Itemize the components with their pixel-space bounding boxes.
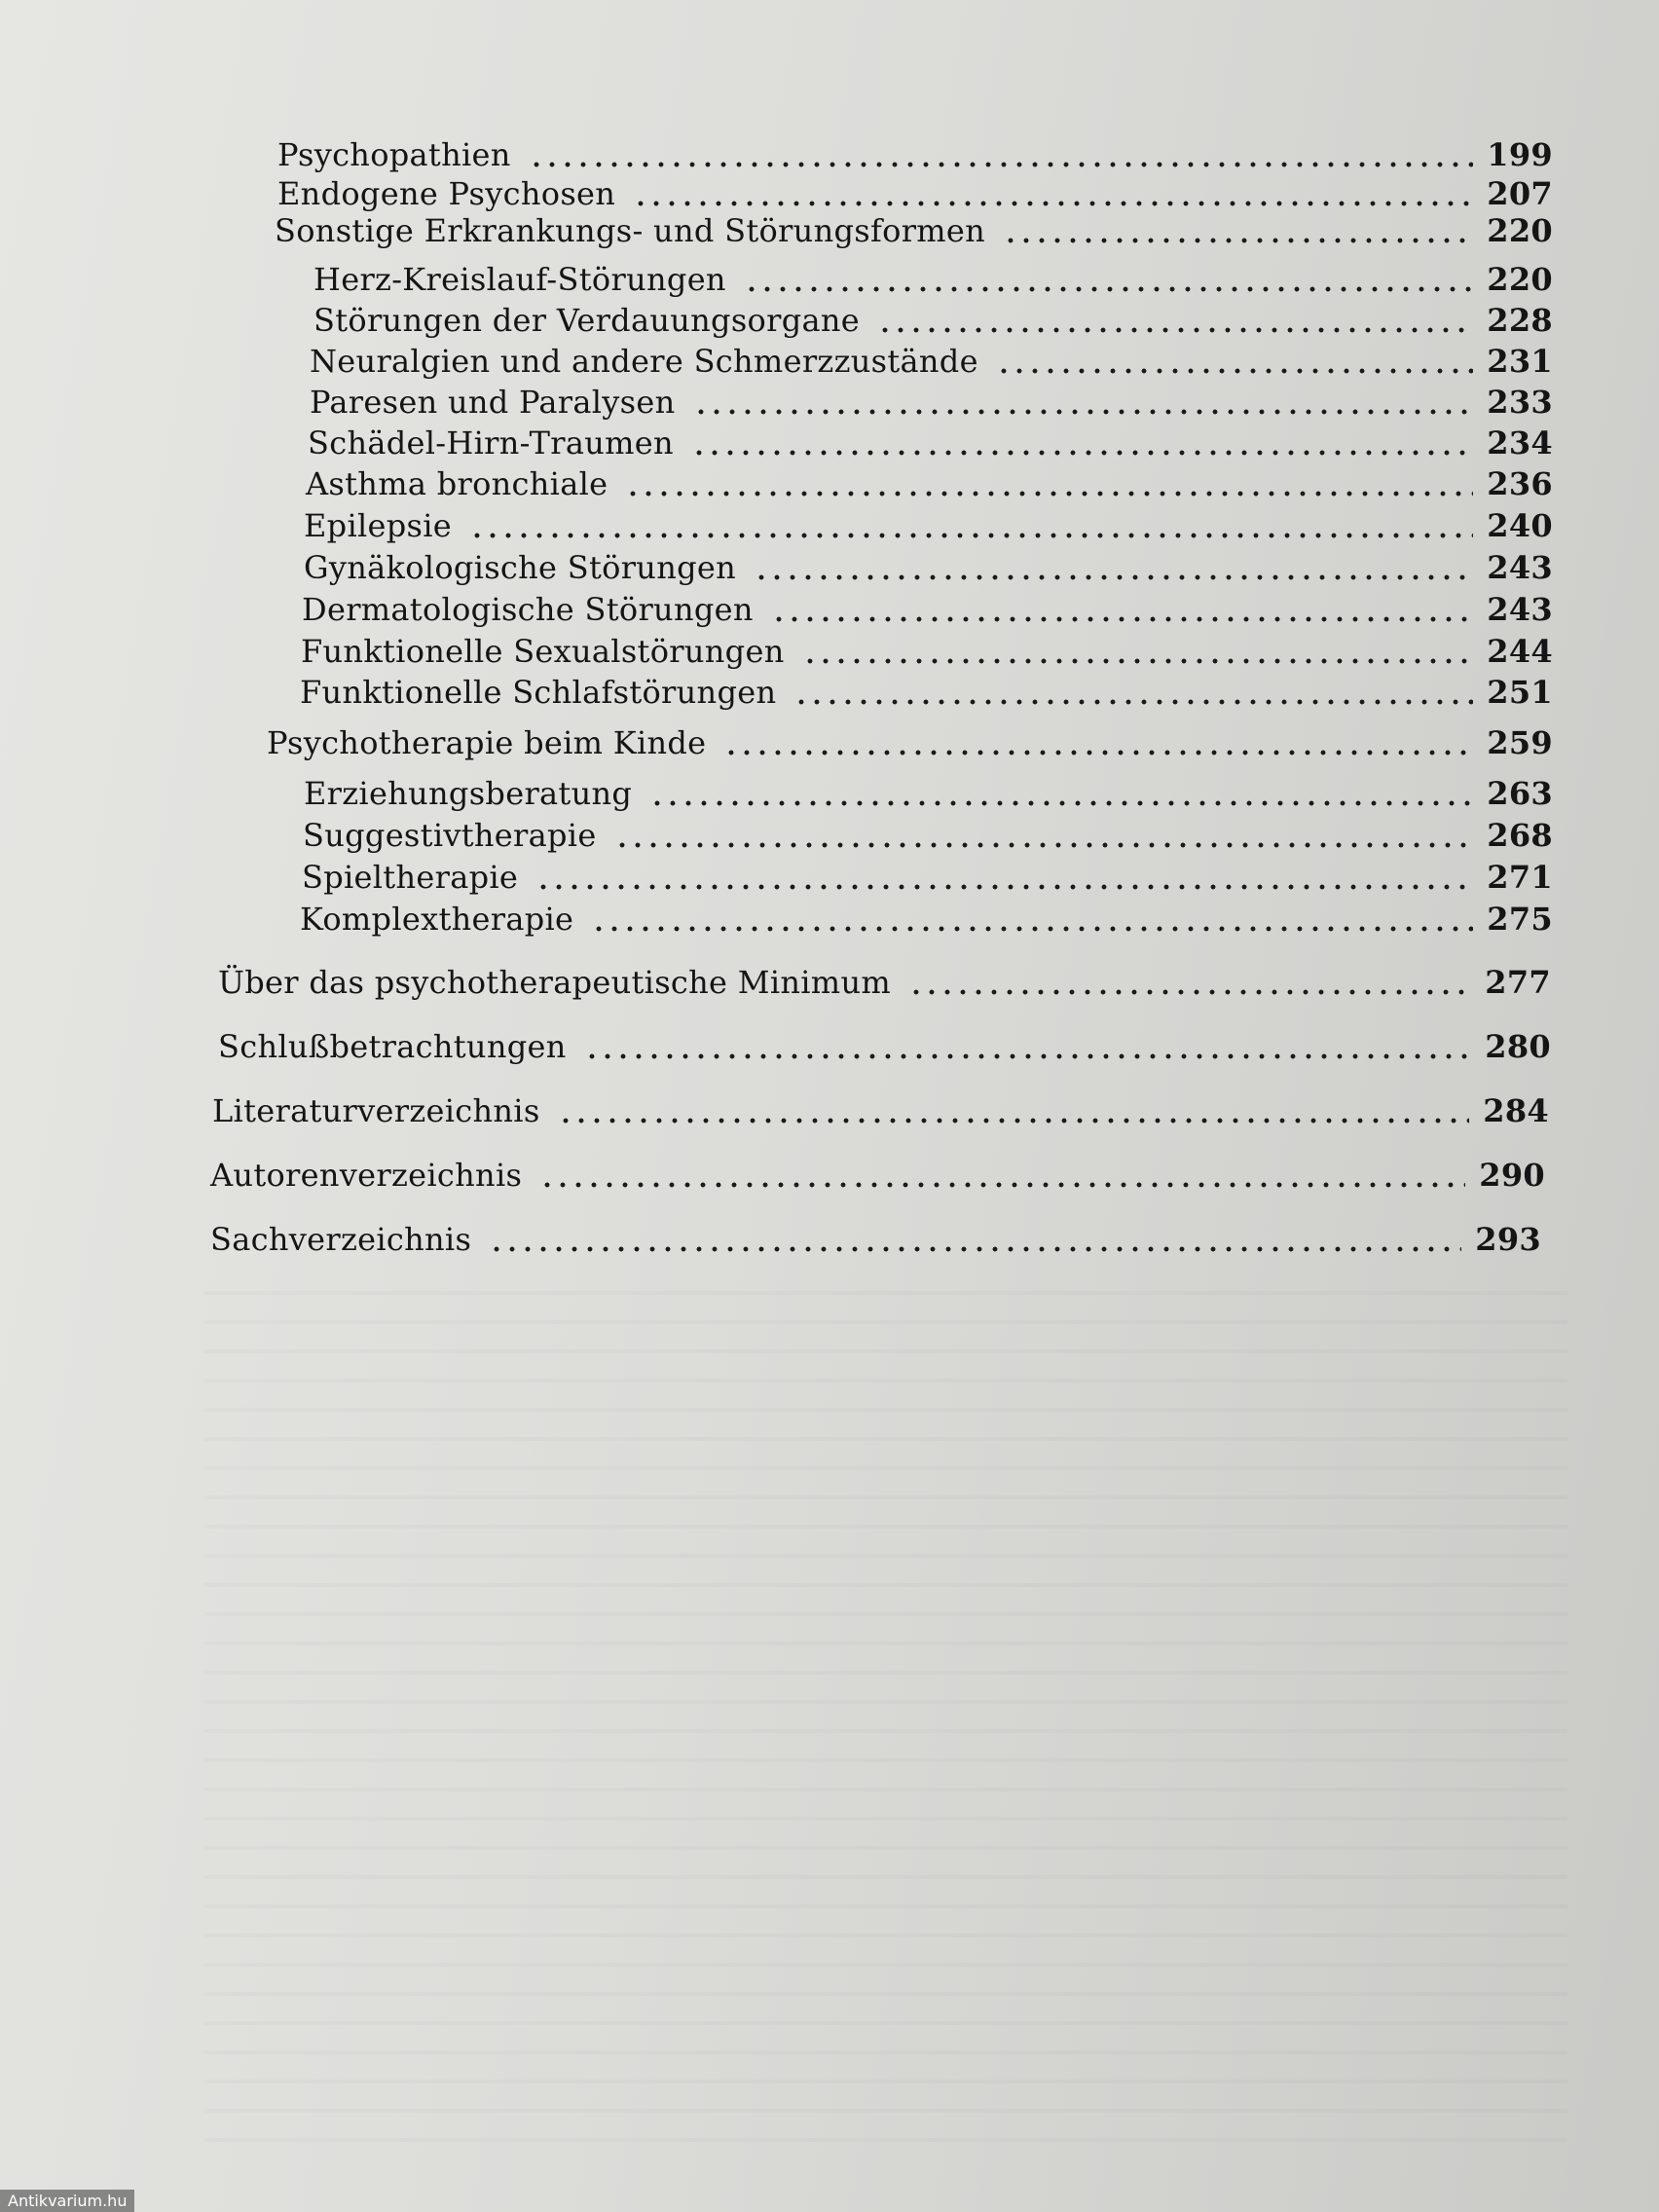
- dot-leader: [535, 884, 1473, 890]
- toc-entry-page: 233: [1487, 384, 1553, 421]
- dot-leader: [539, 1182, 1465, 1188]
- dot-leader: [649, 800, 1473, 806]
- toc-entry: [301, 633, 1553, 670]
- toc-entry-page: 228: [1487, 302, 1553, 339]
- toc-entry-title: Epilepsie: [304, 507, 453, 544]
- toc-entry: [310, 384, 1553, 421]
- toc-entry-title: Komplextherapie: [300, 901, 574, 938]
- toc-entry-title: Spieltherapie: [302, 859, 519, 896]
- toc-entry-title: Dermatologische Störungen: [302, 591, 754, 628]
- toc-entry-title: Sachverzeichnis: [210, 1221, 472, 1258]
- toc-entry-title: Neuralgien und andere Schmerzzustände: [310, 343, 978, 380]
- toc-entry-page: 231: [1487, 343, 1553, 380]
- toc-entry: [303, 817, 1553, 854]
- dot-leader: [1003, 238, 1473, 243]
- watermark: Antikvarium.hu: [0, 2190, 134, 2212]
- toc-entry-page: 220: [1487, 261, 1553, 298]
- toc-entry-page: 234: [1487, 424, 1553, 461]
- toc-entry-title: Psychopathien: [277, 136, 511, 173]
- toc-entry: [218, 964, 1551, 1001]
- dot-leader: [802, 658, 1474, 664]
- toc-entry-title: Literaturverzeichnis: [212, 1092, 540, 1129]
- toc-entry-title: Störungen der Verdauungsorgane: [313, 302, 861, 339]
- toc-entry-page: 243: [1487, 591, 1553, 628]
- toc-entry-page: 259: [1487, 724, 1553, 761]
- dot-leader: [489, 1246, 1461, 1252]
- dot-leader: [691, 450, 1473, 456]
- toc-entry-page: 293: [1475, 1221, 1541, 1258]
- toc-entry: [313, 302, 1553, 339]
- toc-entry-page: 243: [1487, 549, 1553, 586]
- toc-entry: [304, 549, 1553, 586]
- toc-entry: [218, 1028, 1551, 1065]
- dot-leader: [723, 750, 1473, 756]
- toc-entry-page: 268: [1487, 817, 1553, 854]
- toc-entry-title: Erziehungsberatung: [304, 775, 633, 812]
- toc-entry: [306, 465, 1553, 502]
- toc-entry: [275, 212, 1553, 249]
- toc-entry: [302, 859, 1553, 896]
- toc-entry-title: Psychotherapie beim Kinde: [267, 724, 707, 761]
- dot-leader: [625, 491, 1473, 497]
- dot-leader: [793, 699, 1473, 705]
- dot-leader: [877, 327, 1473, 333]
- dot-leader: [614, 842, 1474, 848]
- toc-entry-page: 263: [1487, 775, 1553, 812]
- toc-entry-page: 236: [1487, 465, 1553, 502]
- dot-leader: [633, 201, 1473, 206]
- dot-leader: [693, 409, 1474, 415]
- toc-entry: [210, 1221, 1541, 1258]
- toc-entry-page: 275: [1487, 901, 1553, 938]
- dot-leader: [754, 574, 1473, 580]
- toc-entry: [302, 591, 1553, 628]
- toc-entry-title: Schädel-Hirn-Traumen: [308, 424, 674, 461]
- toc-entry: [277, 175, 1553, 212]
- toc-entry-title: Herz-Kreislauf-Störungen: [313, 261, 726, 298]
- toc-entry-page: 280: [1485, 1028, 1551, 1065]
- toc-entry: [277, 136, 1553, 173]
- toc-entry-title: Funktionelle Schlafstörungen: [300, 674, 777, 711]
- toc-entry-title: Endogene Psychosen: [277, 175, 616, 212]
- dot-leader: [469, 533, 1473, 538]
- toc-entry: [308, 424, 1553, 461]
- toc-entry: [304, 507, 1553, 544]
- toc-entry: [304, 775, 1553, 812]
- dot-leader: [771, 616, 1473, 622]
- dot-leader: [744, 286, 1473, 292]
- toc-entry: [300, 901, 1553, 938]
- dot-leader: [591, 926, 1473, 932]
- toc-entry-page: 277: [1485, 964, 1551, 1001]
- toc-entry-page: 290: [1479, 1157, 1545, 1194]
- toc-entry: [300, 674, 1553, 711]
- toc-entry-title: Autorenverzeichnis: [210, 1157, 523, 1194]
- toc-entry-title: Funktionelle Sexualstörungen: [301, 633, 785, 670]
- toc-entry-title: Schlußbetrachtungen: [218, 1028, 567, 1065]
- toc-entry: [212, 1092, 1549, 1129]
- dot-leader: [908, 989, 1471, 995]
- toc-entry-page: 240: [1487, 507, 1553, 544]
- bleed-through-background: [204, 1266, 1567, 2142]
- toc-entry-title: Über das psychotherapeutische Minimum: [218, 964, 892, 1001]
- toc-entry-title: Paresen und Paralysen: [310, 384, 676, 421]
- toc-entry-page: 284: [1483, 1092, 1549, 1129]
- dot-leader: [529, 162, 1474, 167]
- toc-entry-page: 220: [1487, 212, 1553, 249]
- toc-entry-page: 251: [1487, 674, 1553, 711]
- toc-entry: [313, 261, 1553, 298]
- toc-entry-page: 207: [1487, 175, 1553, 212]
- toc-entry-title: Suggestivtherapie: [303, 817, 597, 854]
- toc-entry-title: Gynäkologische Störungen: [304, 549, 737, 586]
- toc-entry-page: 199: [1487, 136, 1553, 173]
- toc-entry-title: Asthma bronchiale: [306, 465, 608, 502]
- dot-leader: [996, 368, 1473, 374]
- toc-entry: [210, 1157, 1545, 1194]
- toc-entry-page: 271: [1487, 859, 1553, 896]
- toc-entry: [267, 724, 1553, 761]
- toc-entry-title: Sonstige Erkrankungs- und Störungsformen: [275, 212, 986, 249]
- dot-leader: [584, 1053, 1472, 1059]
- toc-entry-page: 244: [1487, 633, 1553, 670]
- toc-entry: [310, 343, 1553, 380]
- dot-leader: [558, 1118, 1470, 1124]
